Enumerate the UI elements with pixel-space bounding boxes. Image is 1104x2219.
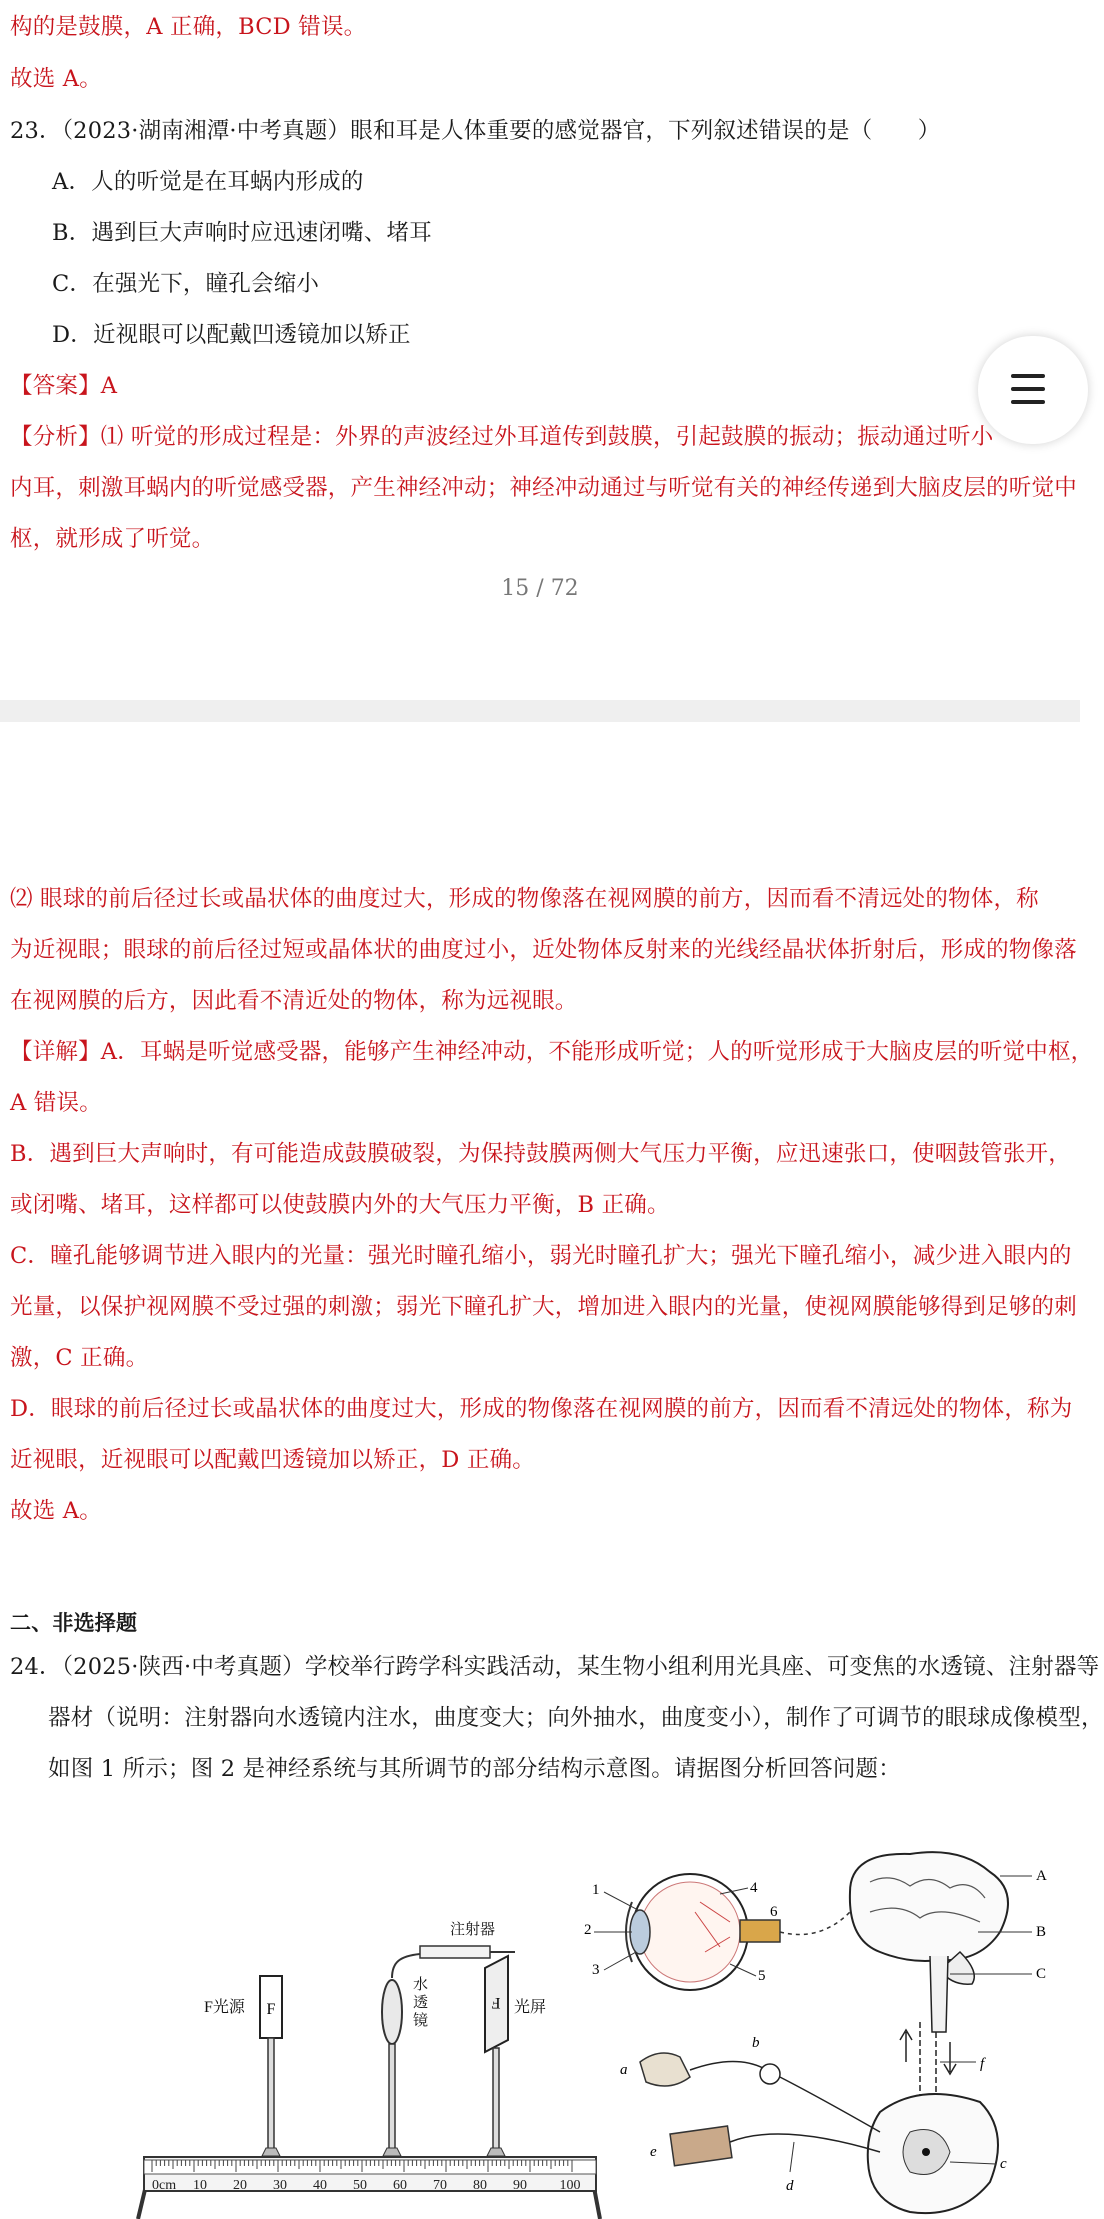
document-page-15 — [0, 0, 1080, 700]
water-lens — [382, 1980, 402, 2044]
tick-label: 0cm — [152, 2178, 177, 2193]
brain — [850, 1852, 1008, 1961]
label-d: d — [786, 2178, 794, 2194]
tick-label: 10 — [193, 2178, 207, 2193]
tick-label: 70 — [433, 2178, 447, 2193]
label-1: 1 — [592, 1882, 600, 1898]
explanation-line: C．瞳孔能够调节进入眼内的光量：强光时瞳孔缩小，弱光时瞳孔扩大；强光下瞳孔缩小，减少进入眼内的 — [10, 1243, 1072, 1269]
page-separator — [0, 700, 1080, 722]
tick-label: 30 — [273, 2178, 287, 2193]
light-source-label: F光源 — [204, 1999, 245, 2016]
label-4: 4 — [750, 1880, 758, 1896]
option-c: C．在强光下，瞳孔会缩小 — [52, 271, 320, 297]
label-C: C — [1036, 1966, 1047, 1982]
explanation-line: 或闭嘴、堵耳，这样都可以使鼓膜内外的大气压力平衡，B 正确。 — [10, 1192, 670, 1218]
label-a: a — [620, 2062, 628, 2078]
explanation-line: D．眼球的前后径过长或晶状体的曲度过大，形成的物像落在视网膜的前方，因而看不清远处的物体，称为 — [10, 1396, 1073, 1422]
analysis-line: 在视网膜的后方，因此看不清近处的物体，称为远视眼。 — [10, 988, 578, 1014]
effector-muscle — [670, 2126, 732, 2166]
explanation-line: B．遇到巨大声响时，有可能造成鼓膜破裂，为保持鼓膜两侧大气压力平衡，应迅速张口，使咽鼓管张开， — [10, 1141, 1071, 1167]
explanation-line: 近视眼，近视眼可以配戴凹透镜加以矫正，D 正确。 — [10, 1447, 535, 1473]
source-letter: F — [266, 2001, 276, 2018]
explanation-line: 故选 A。 — [10, 1498, 102, 1524]
explanation-line: 激，C 正确。 — [10, 1345, 149, 1371]
question-24-stem: 如图 1 所示；图 2 是神经系统与其所调节的部分结构示意图。请据图分析回答问题： — [48, 1756, 901, 1782]
label-5: 5 — [758, 1968, 766, 1984]
tick-label: 90 — [513, 2178, 527, 2193]
label-B: B — [1036, 1924, 1047, 1940]
analysis-line: 【分析】⑴ 听觉的形成过程是：外界的声波经过外耳道传到鼓膜，引起鼓膜的振动；振动通过听小 — [10, 424, 994, 450]
label-3: 3 — [592, 1962, 600, 1978]
label-c: c — [1000, 2156, 1007, 2172]
page-number: 15 / 72 — [501, 576, 579, 601]
question-24-stem: 器材（说明：注射器向水透镜内注水，曲度变大；向外抽水，曲度变小），制作了可调节的眼球成像模型， — [48, 1705, 1104, 1731]
explanation-line: A 错误。 — [10, 1090, 102, 1116]
tick-label: 50 — [353, 2178, 367, 2193]
explanation-line: 光量，以保护视网膜不受过强的刺激；弱光下瞳孔扩大，增加进入眼内的光量，使视网膜能够得到足够的刺 — [10, 1294, 1077, 1320]
tick-label: 100 — [559, 2178, 581, 2193]
figure-2-nervous-system — [580, 1852, 1060, 2219]
option-a: A．人的听觉是在耳蜗内形成的 — [52, 169, 364, 195]
lens-label: 水透镜 — [413, 1977, 429, 2029]
hamburger-menu-icon — [1011, 374, 1045, 404]
section-heading: 二、非选择题 — [10, 1611, 138, 1635]
option-b: B．遇到巨大声响时应迅速闭嘴、堵耳 — [52, 220, 432, 246]
answer-line: 【答案】A — [10, 373, 118, 399]
menu-button[interactable] — [978, 336, 1088, 444]
tick-label: 40 — [313, 2178, 327, 2193]
text-line: 构的是鼓膜，A 正确，BCD 错误。 — [10, 14, 367, 40]
question-23-stem: 23．（2023·湖南湘潭·中考真题）眼和耳是人体重要的感觉器官，下列叙述错误的是（ ） — [10, 118, 941, 144]
syringe — [420, 1946, 490, 1958]
syringe-label: 注射器 — [450, 1922, 496, 1938]
analysis-line: 为近视眼；眼球的前后径过短或晶体状的曲度过小，近处物体反射来的光线经晶状体折射后，形成的物像落 — [10, 937, 1077, 963]
analysis-line: 枢，就形成了听觉。 — [10, 526, 215, 552]
option-d: D．近视眼可以配戴凹透镜加以矫正 — [52, 322, 411, 348]
tick-label: 80 — [473, 2178, 487, 2193]
brainstem — [930, 1956, 948, 2032]
analysis-line: 内耳，刺激耳蜗内的听觉感受器，产生神经冲动；神经冲动通过与听觉有关的神经传递到大脑皮层的听觉中 — [10, 475, 1077, 501]
screen-letter: F — [491, 1994, 501, 2011]
explanation-line: 【详解】A．耳蜗是听觉感受器，能够产生神经冲动，不能形成听觉；人的听觉形成于大脑皮层的听觉中枢， — [10, 1039, 1094, 1065]
screen-label: 光屏 — [514, 1999, 547, 2016]
label-A: A — [1036, 1868, 1047, 1884]
label-e: e — [650, 2144, 657, 2160]
label-b: b — [752, 2035, 760, 2051]
label-6: 6 — [770, 1904, 778, 1920]
text-line: 故选 A。 — [10, 66, 102, 92]
label-f: f — [980, 2056, 985, 2072]
tick-label: 60 — [393, 2178, 407, 2193]
document-page-16 — [0, 722, 1104, 2219]
figure-1-optical-bench — [130, 1922, 610, 2219]
question-24-stem: 24．（2025·陕西·中考真题）学校举行跨学科实践活动，某生物小组利用光具座、可变焦的水透镜、注射器等 — [10, 1654, 1100, 1680]
tick-label: 20 — [233, 2178, 247, 2193]
analysis-line: ⑵ 眼球的前后径过长或晶状体的曲度过大，形成的物像落在视网膜的前方，因而看不清远处的物体，称 — [10, 886, 1039, 912]
receptor — [640, 2053, 690, 2086]
label-2: 2 — [584, 1922, 592, 1938]
